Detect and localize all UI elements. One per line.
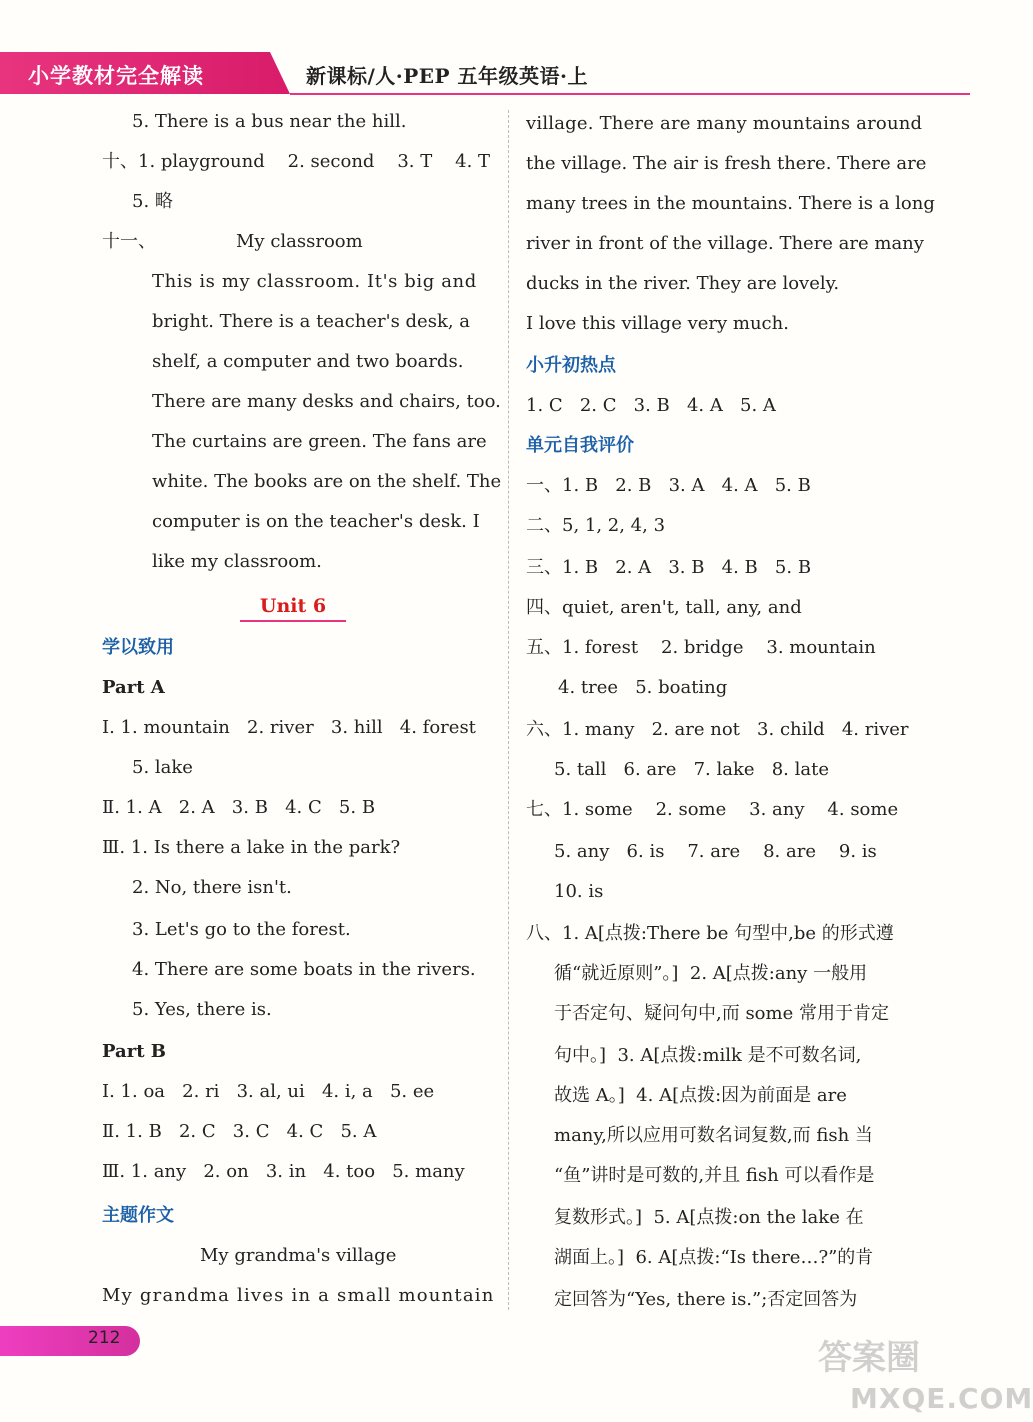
essay-line: This is my classroom. It's big and <box>152 271 477 292</box>
answer-line: 5. Yes, there is. <box>132 999 272 1020</box>
answer-line: 七、1. some 2. some 3. any 4. some <box>526 799 899 820</box>
essay-line: many trees in the mountains. There is a long <box>526 193 935 214</box>
essay-line: bright. There is a teacher's desk, a <box>152 311 471 332</box>
section-heading: 单元自我评价 <box>526 435 634 456</box>
answer-line: Ⅱ. 1. B 2. C 3. C 4. C 5. A <box>102 1121 377 1142</box>
answer-line: 句中。] 3. A[点拨:milk 是不可数名词, <box>554 1045 862 1066</box>
section-heading: 小升初热点 <box>526 355 616 376</box>
essay-line: There are many desks and chairs, too. <box>152 391 501 412</box>
answer-line: 3. Let's go to the forest. <box>132 919 351 940</box>
answer-line: 定回答为“Yes, there is.”;否定回答为 <box>554 1289 858 1310</box>
unit-underline <box>240 620 346 622</box>
answer-line: 5. tall 6. are 7. lake 8. late <box>554 759 829 780</box>
essay-line: shelf, a computer and two boards. <box>152 351 464 372</box>
answer-line: 四、quiet, aren't, tall, any, and <box>526 597 802 618</box>
answer-line: Ⅱ. 1. A 2. A 3. B 4. C 5. B <box>102 797 376 818</box>
answer-line: 复数形式。] 5. A[点拨:on the lake 在 <box>554 1207 864 1228</box>
answer-line: 4. tree 5. boating <box>558 677 728 698</box>
essay-line: the village. The air is fresh there. There are <box>526 153 927 174</box>
answer-line: 湖面上。] 6. A[点拨:“Is there…?”的肯 <box>554 1247 874 1268</box>
essay-line: river in front of the village. There are many <box>526 233 924 254</box>
answer-line: Ⅲ. 1. any 2. on 3. in 4. too 5. many <box>102 1161 465 1182</box>
page-number: 212 <box>88 1328 121 1348</box>
essay-line: like my classroom. <box>152 551 322 572</box>
essay-title: My classroom <box>236 231 363 252</box>
theme-essay-title: My grandma's village <box>200 1245 397 1266</box>
answer-line: 5. lake <box>132 757 193 778</box>
answer-line: 三、1. B 2. A 3. B 4. B 5. B <box>526 557 812 578</box>
unit-title: Unit 6 <box>259 595 327 617</box>
watermark-url: MXQE.COM <box>850 1382 1033 1415</box>
answer-line: Ⅰ. 1. mountain 2. river 3. hill 4. forest <box>102 717 476 738</box>
answer-line: 五、1. forest 2. bridge 3. mountain <box>526 637 876 658</box>
column-divider <box>508 110 509 1310</box>
answer-line: 5. 略 <box>132 191 173 212</box>
answer-line: 于否定句、疑问句中,而 some 常用于肯定 <box>554 1003 889 1024</box>
essay-line: I love this village very much. <box>526 313 789 334</box>
essay-line: My grandma lives in a small mountain <box>102 1285 495 1306</box>
watermark-logo: 答案圈 <box>818 1338 920 1378</box>
answer-line: 循“就近原则”。] 2. A[点拨:any 一般用 <box>554 963 868 984</box>
answer-line: 六、1. many 2. are not 3. child 4. river <box>526 719 909 740</box>
essay-line: computer is on the teacher's desk. I <box>152 511 480 532</box>
essay-line: ducks in the river. They are lovely. <box>526 273 840 294</box>
part-heading: Part B <box>102 1041 166 1062</box>
header-rule <box>290 93 970 95</box>
answer-line: 10. is <box>554 881 604 902</box>
answer-line: 4. There are some boats in the rivers. <box>132 959 476 980</box>
answer-line: 2. No, there isn't. <box>132 877 292 898</box>
answer-line: 一、1. B 2. B 3. A 4. A 5. B <box>526 475 811 496</box>
answer-line: 1. C 2. C 3. B 4. A 5. A <box>526 395 776 416</box>
answer-line: “鱼”讲时是可数的,并且 fish 可以看作是 <box>554 1165 875 1186</box>
book-subtitle: 新课标/人·PEP 五年级英语·上 <box>306 64 589 88</box>
section-heading: 主题作文 <box>102 1205 174 1226</box>
answer-line: 八、1. A[点拨:There be 句型中,be 的形式遵 <box>526 923 894 944</box>
part-heading: Part A <box>102 677 165 698</box>
essay-line: white. The books are on the shelf. The <box>152 471 502 492</box>
section-label: 十一、 <box>102 231 156 252</box>
answer-line: 二、5, 1, 2, 4, 3 <box>526 515 666 536</box>
series-title: 小学教材完全解读 <box>28 64 204 88</box>
essay-line: village. There are many mountains around <box>526 113 923 134</box>
answer-line: many,所以应用可数名词复数,而 fish 当 <box>554 1125 873 1146</box>
answer-line: 5. any 6. is 7. are 8. are 9. is <box>554 841 877 862</box>
section-heading: 学以致用 <box>102 637 174 658</box>
answer-line: 十、1. playground 2. second 3. T 4. T <box>102 151 491 172</box>
answer-line: Ⅰ. 1. oa 2. ri 3. al, ui 4. i, a 5. ee <box>102 1081 435 1102</box>
answer-line: 5. There is a bus near the hill. <box>132 111 407 132</box>
answer-line: 故选 A。] 4. A[点拨:因为前面是 are <box>554 1085 847 1106</box>
answer-line: Ⅲ. 1. Is there a lake in the park? <box>102 837 401 858</box>
essay-line: The curtains are green. The fans are <box>152 431 487 452</box>
